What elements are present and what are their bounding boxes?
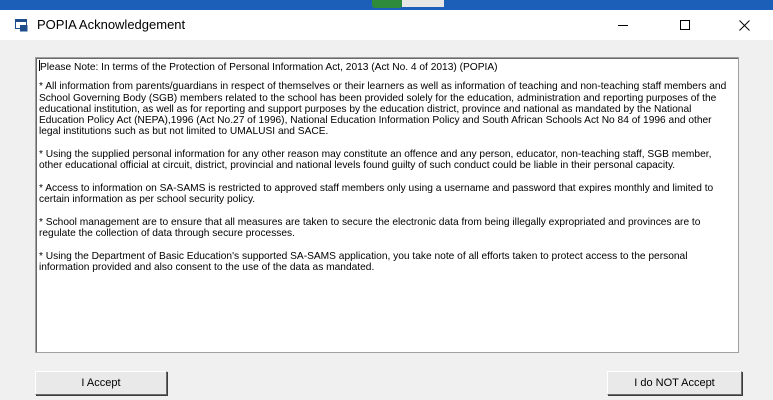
notice-paragraph: * All information from parents/guardians in respect of themselves or their learners as well as information of teaching and non-teaching staff members and School Governing Body (SGB) members related to the school has been provided solely for the education, administration and reporting purposes of the educational institution, as well as for reporting and support purposes by the education district, province and national as mandated by the National Education Policy Act (NEPA),1996 (Act No.27 of 1996), National Education Information Policy and South African Schools Act No 84 of 1996 and other legal institutions such as but not limited to UMALUSI and SACE.: [39, 81, 727, 138]
maximize-icon: [680, 20, 690, 30]
notice-heading-line: [39, 60, 735, 73]
notice-heading: Please Note: In terms of the Protection of Personal Information Act, 2013 (Act No. 4 of 2013) (POPIA): [40, 62, 498, 73]
close-button[interactable]: [721, 10, 767, 40]
minimize-button[interactable]: [600, 10, 646, 40]
reject-button[interactable]: I do NOT Accept: [607, 371, 742, 395]
notice-paragraph: * Using the Department of Basic Education's supported SA-SAMS application, you take note of all efforts taken to protect access to the personal information provided and also consent to the use of the data as mandated.: [39, 250, 688, 274]
notice-paragraph: * Using the supplied personal information for any other reason may constitute an offence and any person, educator, non-teaching staff, SGB member, other educational official at circuit, district, provincial and national levels found guilty of such conduct could be liable in their personal capacity.: [39, 149, 712, 172]
window-title: POPIA Acknowledgement: [37, 17, 186, 32]
popia-dialog: [0, 10, 773, 400]
accept-button[interactable]: I Accept: [35, 371, 167, 395]
background-window-edge: [402, 0, 444, 7]
notice-paragraph: * Access to information on SA-SAMS is restricted to approved staff members only using a username and password that expires monthly and limited to certain information as per school security policy.: [39, 182, 714, 206]
app-window-icon: [15, 19, 28, 32]
close-icon: [739, 20, 750, 31]
title-bar[interactable]: [0, 10, 773, 40]
notice-paragraph: * School management are to ensure that all measures are taken to secure the electronic data from being illegally expropriated and provinces are to regulate the collection of data through secure processes.: [39, 216, 701, 240]
taskbar-app-icon: [372, 0, 402, 8]
minimize-icon: [618, 20, 628, 30]
popia-notice-textbox[interactable]: [35, 57, 739, 353]
maximize-button[interactable]: [662, 10, 708, 40]
